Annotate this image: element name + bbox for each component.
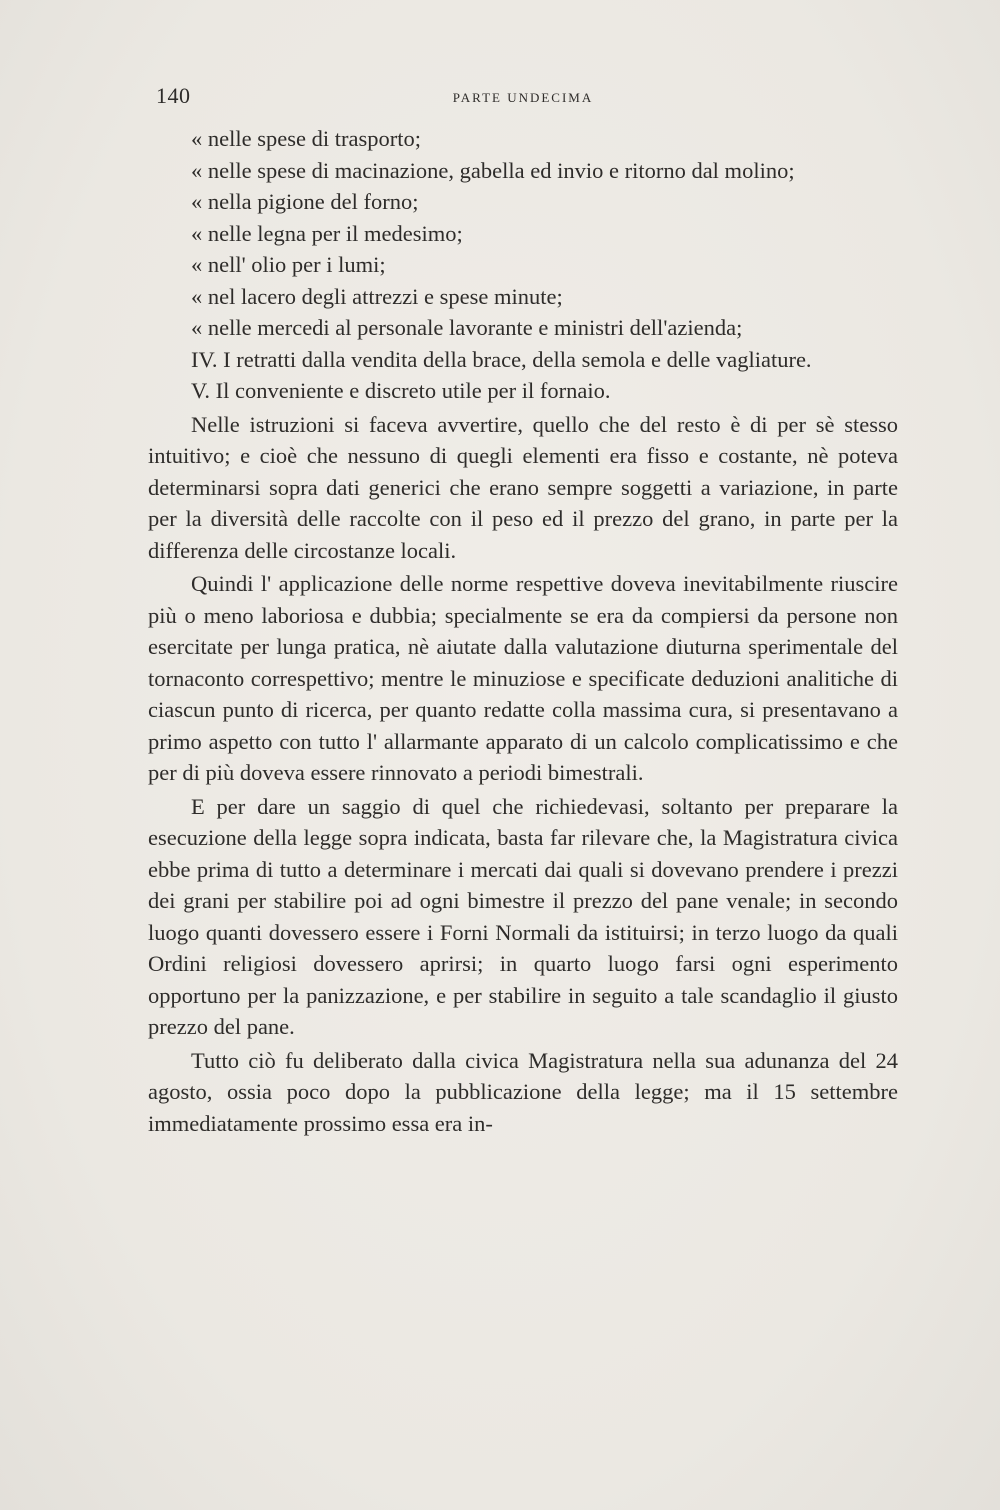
list-item: « nelle legna per il medesimo; <box>191 220 463 246</box>
list-item: « nel lacero degli attrezzi e spese minute; <box>191 283 563 309</box>
list-item: « nelle mercedi al personale lavorante e ministri dell'azienda; <box>191 315 743 340</box>
list-item: « nelle spese di macinazione, gabella ed invio e ritorno dal molino; <box>191 157 795 183</box>
list-item: IV. I retratti dalla vendita della brace, della semola e delle vagliature. <box>191 346 812 372</box>
body-text <box>148 123 898 1139</box>
running-head: PARTE UNDECIMA <box>452 90 594 105</box>
paragraph: Nelle istruzioni si faceva avvertire, quello che del resto è di per sè stesso intuitivo; e cioè che nessuno di quegli elementi era fisso e costante, nè poteva determinarsi sopra dati generici che erano sempre soggetti a variazione, in parte per la diversità delle raccolte con il peso ed il prezzo del grano, in parte per la differenza delle circostanze locali. <box>148 411 898 563</box>
page-header <box>148 83 898 113</box>
list-item: « nelle spese di trasporto; <box>191 126 421 151</box>
paragraph: E per dare un saggio di quel che richiedevasi, soltanto per preparare la esecuzione della legge sopra indicata, basta far rilevare che, la Magistratura civica ebbe prima di tutto a determinare i mercati dai quali si dovevano prendere i prezzi dei grani per stabilire poi ad ogni bimestre il prezzo del pane venale; in secondo luogo quanti dovessero essere i Forni Normali da istituirsi; in terzo luogo da quali Ordini religiosi dovessero aprirsi; in quarto luogo farsi ogni esperimento opportuno per la panizzazione, e per stabilire in seguito a tale scandaglio il giusto prezzo del pane. <box>148 793 898 1039</box>
paragraph: Tutto ciò fu deliberato dalla civica Magistratura nella sua adunanza del 24 agosto, ossia poco dopo la pubblicazione della legge; ma il 15 settembre immediatamente prossimo essa era in- <box>148 1047 898 1136</box>
page-number: 140 <box>156 83 191 108</box>
paragraph: Quindi l' applicazione delle norme respettive doveva inevitabilmente riuscire più o meno laboriosa e dubbia; specialmente se era da compiersi da persone non esercitate per lunga pratica, nè aiutate dalla valutazione diuturna sperimentale del tornaconto correspettivo; mentre le minuziose e specificate deduzioni analitiche di ciascun punto di ricerca, per quanto redatte colla massima cura, si presentavano a primo aspetto con tutto l' allarmante apparato di un calcolo complicatissimo e che per di più doveva essere rinnovato a periodi bimestrali. <box>148 571 898 785</box>
list-item: « nell' olio per i lumi; <box>191 252 386 277</box>
list-item: « nella pigione del forno; <box>191 189 419 214</box>
list-item: V. Il conveniente e discreto utile per il fornaio. <box>191 378 611 403</box>
